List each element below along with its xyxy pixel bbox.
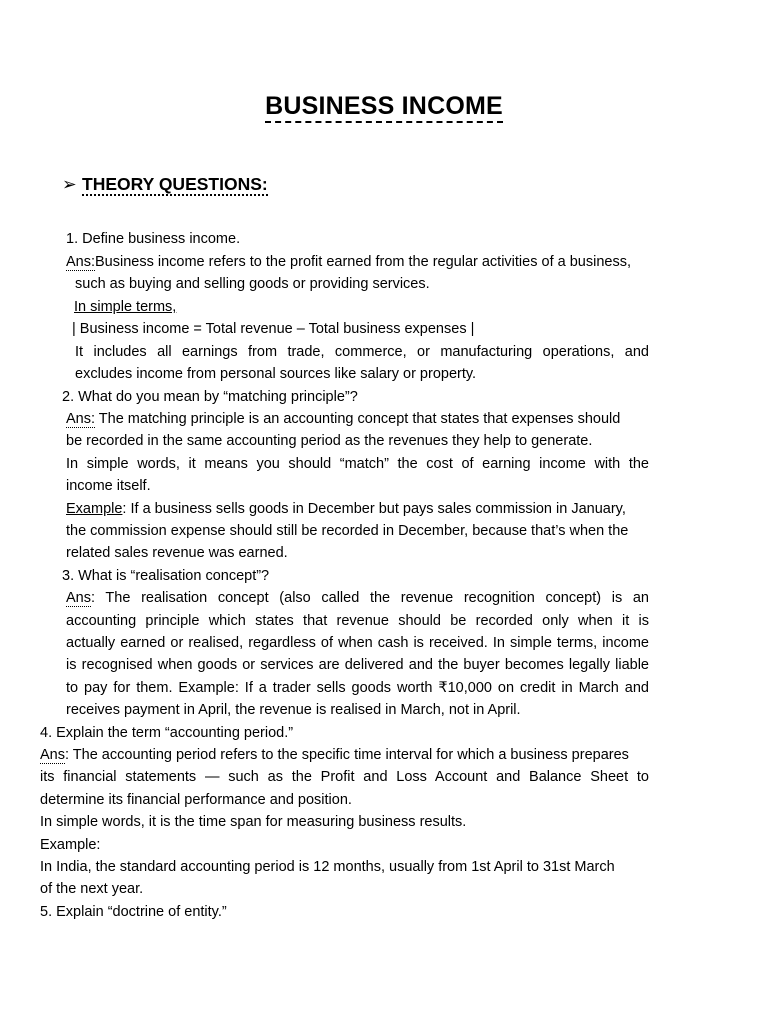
- answer-3-line-5: to pay for them. Example: If a trader sells goods worth ₹10,000 on credit in March and: [66, 680, 649, 696]
- answer-3-line-4: is recognised when goods or services are delivered and the buyer becomes legally liable: [66, 657, 649, 673]
- question-4: 4. Explain the term “accounting period.”: [40, 725, 294, 741]
- answer-label: Ans:: [66, 254, 96, 270]
- answer-4-line-6: In India, the standard accounting period is 12 months, usually from 1st April to 31st March: [40, 859, 615, 875]
- arrow-bullet-icon: ➢: [62, 174, 77, 194]
- question-5: 5. Explain “doctrine of entity.”: [40, 904, 227, 920]
- answer-2-line-2: be recorded in the same accounting period as the revenues they help to generate.: [66, 433, 593, 449]
- answer-1-line-1: Ans:Business income refers to the profit earned from the regular activities of a business,: [66, 254, 631, 270]
- answer-2-line-4: income itself.: [66, 478, 151, 494]
- question-3: 3. What is “realisation concept”?: [62, 568, 270, 584]
- page-title: BUSINESS INCOME: [0, 92, 768, 121]
- answer-label: Ans: [66, 590, 91, 606]
- answer-1-line-2: such as buying and selling goods or providing services.: [75, 276, 430, 292]
- example-label: Example: [66, 501, 123, 517]
- answer-1-line-4: excludes income from personal sources like salary or property.: [75, 366, 477, 382]
- example-2-line-2: the commission expense should still be recorded in December, because that’s when the: [66, 523, 629, 539]
- question-2: 2. What do you mean by “matching principle”?: [62, 389, 358, 405]
- answer-4-line-4: In simple words, it is the time span for measuring business results.: [40, 814, 467, 830]
- answer-label: Ans:: [66, 411, 96, 427]
- answer-3-line-3: actually earned or realised, regardless of when cash is received. In simple terms, income: [66, 635, 649, 651]
- answer-3-line-2: accounting principle which states that revenue should be recorded only when it is: [66, 613, 649, 629]
- answer-2-line-3: In simple words, it means you should “match” the cost of earning income with the: [66, 456, 649, 472]
- simple-terms-label: In simple terms,: [74, 299, 177, 315]
- answer-4-line-3: determine its financial performance and position.: [40, 792, 352, 808]
- section-heading: [62, 174, 268, 195]
- answer-4-example-label: Example:: [40, 837, 101, 853]
- business-income-formula: | Business income = Total revenue – Total business expenses |: [72, 321, 475, 337]
- question-1: 1. Define business income.: [66, 231, 241, 247]
- answer-4-line-7: of the next year.: [40, 881, 144, 897]
- answer-4-line-2: its financial statements — such as the Profit and Loss Account and Balance Sheet to: [40, 769, 649, 785]
- section-heading-text: THEORY QUESTIONS:: [82, 174, 268, 194]
- answer-3-line-6: receives payment in April, the revenue is realised in March, not in April.: [66, 702, 521, 718]
- example-2-line-1: Example: If a business sells goods in December but pays sales commission in January,: [66, 501, 626, 517]
- answer-3-line-1: Ans: The realisation concept (also called the revenue recognition concept) is an: [66, 590, 649, 606]
- answer-1-line-3: It includes all earnings from trade, commerce, or manufacturing operations, and: [75, 344, 649, 360]
- example-2-line-3: related sales revenue was earned.: [66, 545, 288, 561]
- answer-label: Ans: [40, 747, 65, 763]
- answer-2-line-1: Ans: The matching principle is an accounting concept that states that expenses should: [66, 411, 621, 427]
- answer-4-line-1: Ans: The accounting period refers to the specific time interval for which a business prepares: [40, 747, 629, 763]
